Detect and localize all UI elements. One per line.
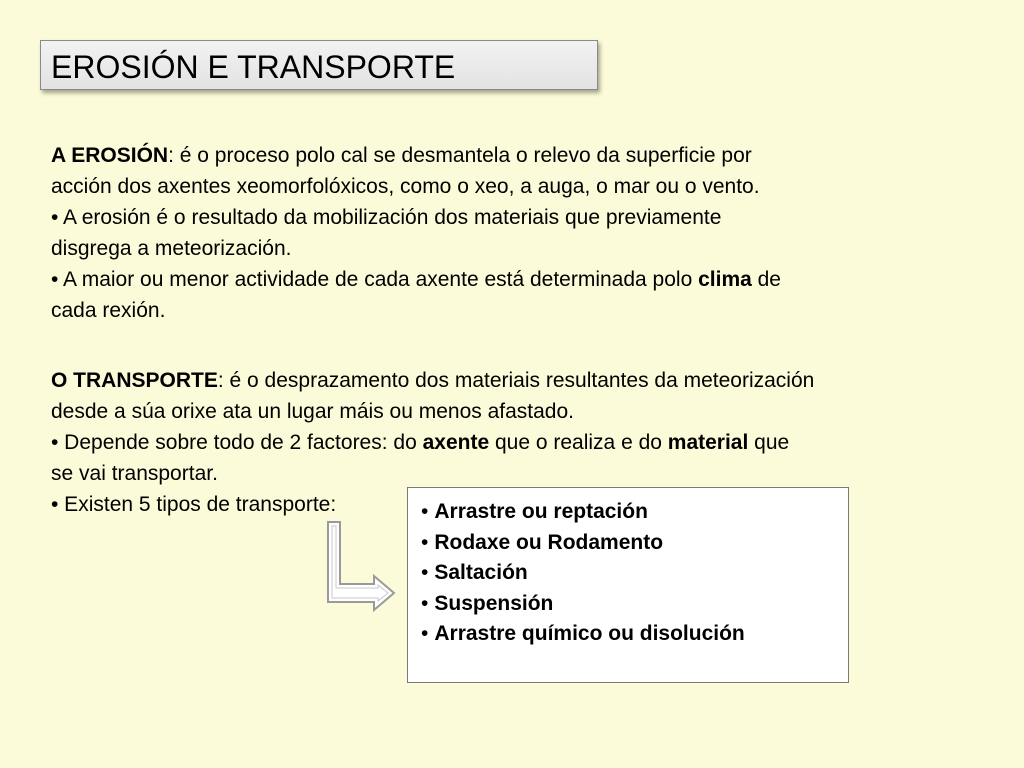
title-box [40,40,598,90]
transporte-bullet-2-line-1: • Existen 5 tipos de transporte: [51,493,337,516]
transport-type-item [421,558,745,589]
transport-types-box [407,487,849,683]
erosion-bullet-2-line-1 [51,264,1001,295]
erosion-section [51,140,1001,326]
transporte-bullet-1-text-c: que [748,431,790,454]
bullet-icon: • [421,500,429,523]
transporte-bullet-1-line-2: se vai transportar. [51,462,218,485]
transport-type-item [421,589,745,620]
bent-arrow-icon [322,520,397,612]
transporte-bullet-1-text-b: que o realiza e do [489,431,668,454]
transport-type-item [421,497,745,528]
transport-type-label: Arrastre químico ou disolución [434,622,745,645]
transport-type-label: Saltación [434,561,528,584]
transporte-bullet-1-bold-material: material [667,431,749,454]
erosion-definition-line-2: acción dos axentes xeomorfolóxicos, como o xeo, a auga, o mar ou o vento. [51,175,760,198]
bullet-icon: • [421,530,429,554]
transport-types-list [421,497,745,650]
transport-type-label: Arrastre ou reptación [434,500,648,523]
erosion-heading: A EROSIÓN [51,144,169,167]
transporte-definition-line-2: desde a súa orixe ata un lugar máis ou menos afastado. [51,400,574,423]
transporte-definition-line-1 [51,365,1001,396]
erosion-definition-text-1: : é o proceso polo cal se desmantela o relevo da superficie por [168,144,752,167]
transporte-heading: O TRANSPORTE [51,369,218,392]
erosion-bullet-2-line-2: cada rexión. [51,299,166,322]
erosion-bullet-2-bold-clima: clima [698,268,752,291]
transport-type-label: Suspensión [434,591,554,615]
transport-type-label: Rodaxe ou Rodamento [434,530,664,554]
transporte-bullet-1-line-1 [51,427,1001,458]
transporte-bullet-1-text-a: • Depende sobre todo de 2 factores: do [51,431,423,454]
erosion-definition-line-1 [51,140,1001,171]
erosion-bullet-1-line-2: disgrega a meteorización. [51,237,292,260]
erosion-bullet-2-text-b: de [751,268,781,291]
slide-title: EROSIÓN E TRANSPORTE [51,49,456,85]
bullet-icon: • [421,561,429,584]
erosion-bullet-2-text-a: • A maior ou menor actividade de cada axente está determinada polo [51,268,699,291]
transporte-definition-text-1: : é o desprazamento dos materiais resultantes da meteorización [217,369,815,392]
transport-type-item [421,619,745,650]
bullet-icon: • [421,591,429,615]
bullet-icon: • [421,622,429,645]
transporte-bullet-1-bold-axente: axente [422,431,490,454]
erosion-bullet-1-line-1: • A erosión é o resultado da mobilización dos materiais que previamente [51,206,722,229]
transport-type-item [421,528,745,559]
